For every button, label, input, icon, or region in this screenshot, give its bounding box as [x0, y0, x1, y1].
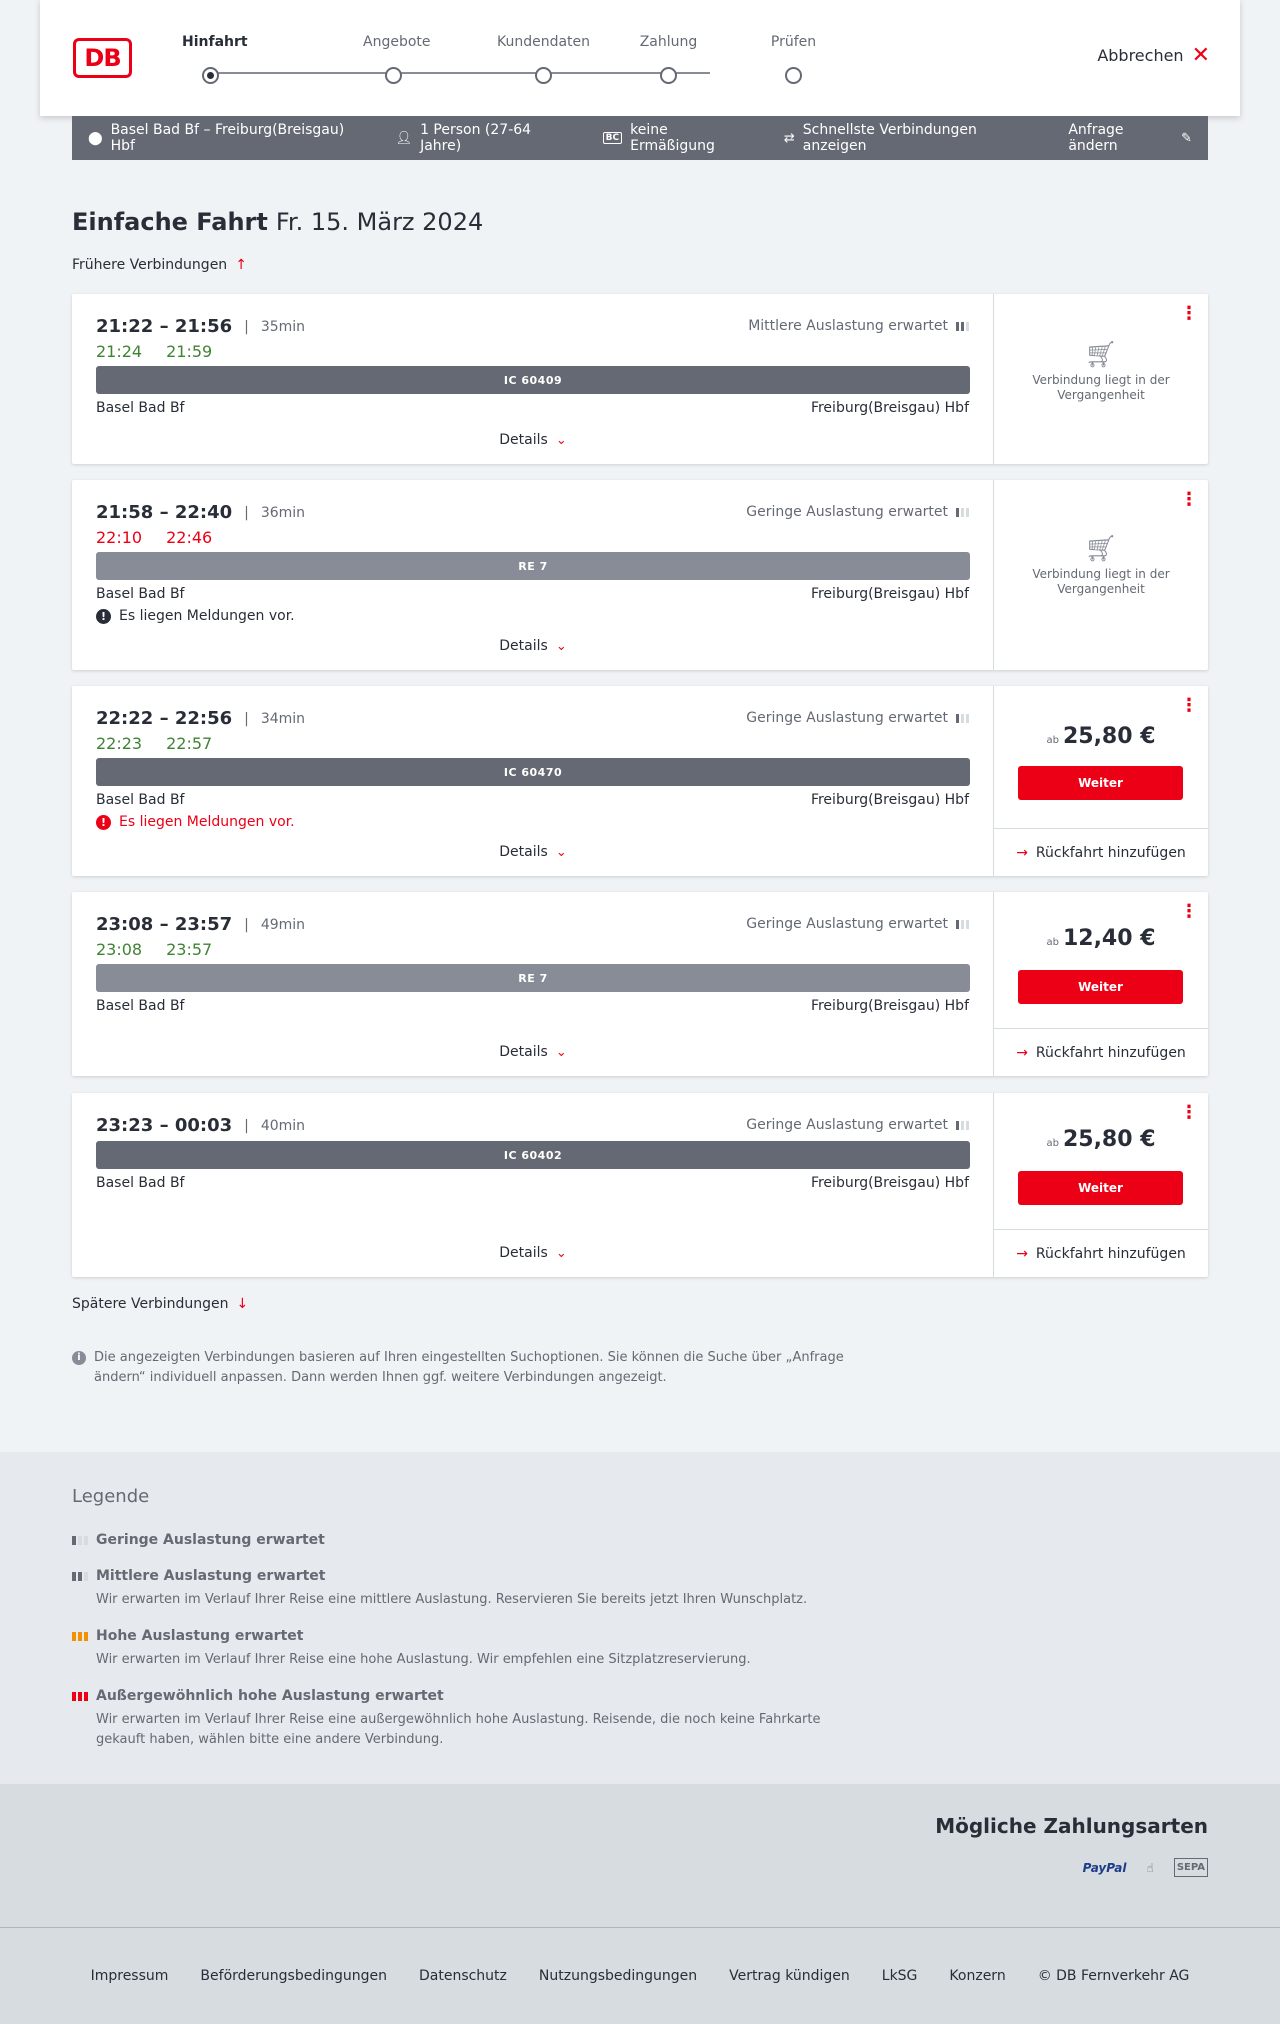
price-value: 25,80 € [1062, 724, 1156, 749]
continue-label: Weiter [1078, 980, 1123, 994]
arrow-up-icon: ↑ [235, 257, 247, 273]
train-number: IC 60402 [503, 1148, 563, 1162]
price-value: 12,40 € [1062, 926, 1156, 951]
continue-button[interactable] [1018, 970, 1183, 1004]
sepa-icon: SEPA [1174, 1858, 1208, 1877]
step-label: Zahlung [639, 34, 698, 50]
past-connection-notice [994, 534, 1208, 597]
earlier-connections-link[interactable] [72, 257, 247, 273]
planned-times: 23:08 – 23:57 [96, 914, 233, 935]
step-pruefen [731, 34, 856, 84]
disruption-message [96, 814, 295, 830]
details-toggle[interactable] [72, 1245, 994, 1261]
realtime-arrival: 22:57 [166, 734, 213, 753]
connection-card [72, 294, 1208, 464]
occupancy-icon [956, 1121, 969, 1130]
occupancy-indicator [746, 504, 969, 520]
footer-link-impressum[interactable]: Impressum [90, 1968, 169, 1984]
add-return-button[interactable] [994, 1028, 1208, 1076]
step-dot [660, 67, 677, 84]
earlier-label: Frühere Verbindungen [72, 257, 228, 273]
legend-item-title: Geringe Auslastung erwartet [96, 1532, 325, 1548]
schedule-times [96, 708, 305, 729]
connection-details-area [72, 1093, 994, 1277]
connection-details-area [72, 686, 994, 876]
more-options-icon[interactable]: ⋮ [1180, 901, 1198, 922]
arrival-station: Freiburg(Breisgau) Hbf [810, 400, 969, 416]
disruption-message [96, 608, 295, 624]
legend-item-title: Hohe Auslastung erwartet [96, 1628, 304, 1644]
train-bar [96, 552, 970, 580]
duration: 40min [260, 1117, 306, 1134]
later-label: Spätere Verbindungen [72, 1296, 229, 1312]
duration: 35min [260, 318, 306, 335]
step-kundendaten [481, 34, 606, 84]
page-title [72, 208, 483, 236]
step-angebote [363, 34, 431, 84]
occupancy-text: Geringe Auslastung erwartet [746, 916, 948, 932]
offer-area [994, 892, 1208, 1076]
departure-station: Basel Bad Bf [96, 586, 185, 602]
realtime-arrival: 23:57 [166, 940, 213, 959]
add-return-label: Rückfahrt hinzufügen [1035, 1245, 1186, 1262]
price [994, 926, 1208, 951]
step-label: Angebote [363, 34, 431, 50]
payment-methods-section [0, 1784, 1280, 1928]
step-label: Kundendaten [496, 34, 591, 50]
past-text: Verbindung liegt in der Vergangenheit [1032, 567, 1170, 596]
search-summary-bar [72, 116, 1208, 160]
details-toggle[interactable] [72, 1044, 994, 1060]
legend-title: Legende [72, 1486, 150, 1507]
train-bar [96, 758, 970, 786]
train-number: RE 7 [518, 559, 548, 573]
fastest-connections-toggle[interactable] [784, 122, 1036, 154]
card-payment-icon: ☝ [1146, 1860, 1154, 1875]
more-options-icon[interactable]: ⋮ [1180, 303, 1198, 324]
connection-card [72, 1093, 1208, 1277]
step-zahlung [606, 34, 731, 84]
realtime-times [96, 342, 212, 361]
pencil-icon: ✎ [1181, 130, 1192, 146]
train-number: RE 7 [518, 971, 548, 985]
search-options-note [72, 1348, 852, 1388]
footer-link-lksg[interactable]: LkSG [881, 1968, 918, 1984]
train-number: IC 60409 [503, 373, 563, 387]
departure-station: Basel Bad Bf [96, 792, 185, 808]
booking-progress [182, 0, 817, 116]
duration: 34min [260, 710, 306, 727]
alert-icon: ! [96, 815, 111, 830]
occupancy-icon [956, 714, 969, 723]
realtime-departure: 23:08 [96, 940, 143, 959]
arrival-station: Freiburg(Breisgau) Hbf [810, 586, 969, 602]
legend-item-description: Wir erwarten im Verlauf Ihrer Reise eine mittlere Auslastung. Reservieren Sie bereits jetzt Ihren Wunschplatz. [96, 1592, 808, 1607]
add-return-button[interactable] [994, 828, 1208, 876]
bahncard-icon: BC [603, 132, 622, 144]
details-label: Details [499, 1245, 548, 1261]
schedule-times [96, 502, 305, 523]
occupancy-icon [956, 322, 969, 331]
db-logo-text: DB [84, 44, 121, 72]
person-icon: 👤︎ [395, 130, 413, 146]
offer-area [994, 686, 1208, 876]
planned-times: 23:23 – 00:03 [96, 1115, 233, 1136]
divider: | [244, 1117, 249, 1134]
past-connection-notice [994, 340, 1208, 403]
arrival-station: Freiburg(Breisgau) Hbf [810, 998, 969, 1014]
occupancy-text: Mittlere Auslastung erwartet [748, 318, 948, 334]
change-request-label: Anfrage ändern [1068, 122, 1124, 154]
footer-link-konzern[interactable]: Konzern [949, 1968, 1006, 1984]
legend-item-title: Außergewöhnlich hohe Auslastung erwartet [96, 1688, 444, 1704]
paypal-icon: PayPal [1082, 1860, 1127, 1875]
occupancy-indicator [746, 916, 969, 932]
realtime-times [96, 940, 212, 959]
offer-area [994, 1093, 1208, 1277]
add-return-label: Rückfahrt hinzufügen [1035, 844, 1186, 861]
occupancy-indicator [746, 710, 969, 726]
step-dot [535, 67, 552, 84]
legend-item-description: Wir erwarten im Verlauf Ihrer Reise eine außergewöhnlich hohe Auslastung. Reisende, die noch keine Fahrkarte gekauft haben, wählen bitte eine andere Verbindung. [96, 1712, 821, 1747]
connection-details-area [72, 294, 994, 464]
details-label: Details [499, 638, 548, 654]
route-text: Basel Bad Bf – Freiburg(Breisgau) Hbf [110, 122, 345, 154]
step-dot [385, 67, 402, 84]
realtime-departure: 22:23 [96, 734, 143, 753]
fastest-text: Schnellste Verbindungen anzeigen [802, 122, 977, 154]
legend-item-description: Wir erwarten im Verlauf Ihrer Reise eine hohe Auslastung. Wir empfehlen eine Sitzplatzreservierung. [96, 1652, 751, 1667]
payment-title: Mögliche Zahlungsarten [935, 1814, 1208, 1838]
departure-station: Basel Bad Bf [96, 998, 185, 1014]
travel-date: Fr. 15. März 2024 [275, 208, 484, 236]
divider: | [244, 318, 249, 335]
occupancy-icon [956, 920, 969, 929]
add-return-button[interactable] [994, 1229, 1208, 1277]
occupancy-icon [956, 508, 969, 517]
realtime-departure: 22:10 [96, 528, 143, 547]
occupancy-indicator [748, 318, 969, 334]
occupancy-text: Geringe Auslastung erwartet [746, 1117, 948, 1133]
chevron-down-icon: ⌄ [555, 1246, 567, 1261]
connection-card [72, 892, 1208, 1076]
details-toggle[interactable] [72, 432, 994, 448]
train-bar [96, 964, 970, 992]
train-bar [96, 366, 970, 394]
occupancy-high-icon [72, 1632, 88, 1641]
discount-summary[interactable] [603, 122, 752, 154]
info-icon: i [72, 1351, 86, 1365]
footer [0, 1928, 1280, 2024]
footer-copyright[interactable]: © DB Fernverkehr AG [1037, 1968, 1190, 1984]
footer-link-vertrag-kuendigen[interactable]: Vertrag kündigen [729, 1968, 850, 1984]
db-logo[interactable] [73, 38, 132, 78]
alert-icon: ! [96, 609, 111, 624]
arrival-station: Freiburg(Breisgau) Hbf [810, 1175, 969, 1191]
train-number: IC 60470 [503, 765, 563, 779]
discount-text: keine Ermäßigung [630, 122, 715, 154]
legend-section [0, 1452, 1280, 1784]
connection-card [72, 480, 1208, 670]
schedule-times [96, 914, 305, 935]
legend-item-very-high [72, 1688, 872, 1750]
price-value: 25,80 € [1062, 1127, 1156, 1152]
legend-item-medium [72, 1568, 872, 1610]
step-label: Hinfahrt [182, 34, 248, 50]
note-text: Die angezeigten Verbindungen basieren auf Ihren eingestellten Suchoptionen. Sie können die Suche über „Anfrage ändern“ individuell anpassen. Dann werden Ihnen ggf. weitere Verbindungen angezeigt. [94, 1350, 844, 1385]
traveller-text: 1 Person (27-64 Jahre) [420, 122, 532, 154]
chevron-down-icon: ⌄ [555, 845, 567, 860]
cart-unavailable-icon: 🛒︎ [1084, 340, 1118, 370]
occupancy-text: Geringe Auslastung erwartet [746, 504, 948, 520]
footer-link-nutzungsbedingungen[interactable]: Nutzungsbedingungen [538, 1968, 698, 1984]
offer-area [994, 294, 1208, 464]
occupancy-indicator [746, 1117, 969, 1133]
occupancy-low-icon [72, 1536, 88, 1545]
message-text: Es liegen Meldungen vor. [119, 814, 295, 830]
legend-item-title: Mittlere Auslastung erwartet [96, 1568, 326, 1584]
price [994, 724, 1208, 749]
occupancy-medium-icon [72, 1572, 88, 1581]
chevron-down-icon: ⌄ [555, 1045, 567, 1060]
cancel-button[interactable] [1097, 42, 1210, 68]
arrow-right-icon: → [1016, 1044, 1028, 1061]
price-prefix: ab [1046, 735, 1059, 746]
top-header [40, 0, 1240, 116]
connection-details-area [72, 892, 994, 1076]
payment-icons [1083, 1858, 1208, 1877]
realtime-arrival: 21:59 [166, 342, 213, 361]
later-connections-link[interactable] [72, 1296, 248, 1312]
connection-card [72, 686, 1208, 876]
step-hinfahrt [182, 34, 248, 84]
close-icon: ✕ [1191, 42, 1210, 68]
connection-details-area [72, 480, 994, 670]
train-bar [96, 1141, 970, 1169]
footer-link-befoerderungsbedingungen[interactable]: Beförderungsbedingungen [200, 1968, 387, 1984]
legend-item-high [72, 1628, 872, 1670]
continue-label: Weiter [1078, 776, 1123, 790]
realtime-arrival: 22:46 [166, 528, 213, 547]
details-toggle[interactable] [72, 638, 994, 654]
occupancy-text: Geringe Auslastung erwartet [746, 710, 948, 726]
more-options-icon[interactable]: ⋮ [1180, 695, 1198, 716]
offer-area [994, 480, 1208, 670]
duration: 36min [260, 504, 306, 521]
price-prefix: ab [1046, 937, 1059, 948]
cart-unavailable-icon: 🛒︎ [1084, 534, 1118, 564]
footer-link-datenschutz[interactable]: Datenschutz [418, 1968, 507, 1984]
price-prefix: ab [1046, 1138, 1059, 1149]
realtime-departure: 21:24 [96, 342, 143, 361]
continue-label: Weiter [1078, 1181, 1123, 1195]
realtime-times [96, 734, 212, 753]
continue-button[interactable] [1018, 1171, 1183, 1205]
cancel-label: Abbrechen [1097, 46, 1184, 65]
past-text: Verbindung liegt in der Vergangenheit [1032, 373, 1170, 402]
location-pin-icon: ⬤ [88, 130, 103, 146]
realtime-times [96, 528, 212, 547]
details-label: Details [499, 1044, 548, 1060]
details-label: Details [499, 844, 548, 860]
step-dot-current [202, 67, 219, 84]
route-summary[interactable] [88, 122, 364, 154]
step-label: Prüfen [770, 34, 817, 50]
schedule-times [96, 1115, 305, 1136]
planned-times: 21:58 – 22:40 [96, 502, 233, 523]
add-return-label: Rückfahrt hinzufügen [1035, 1044, 1186, 1061]
arrival-station: Freiburg(Breisgau) Hbf [810, 792, 969, 808]
traveller-summary[interactable] [396, 122, 571, 154]
more-options-icon[interactable]: ⋮ [1180, 489, 1198, 510]
departure-station: Basel Bad Bf [96, 1175, 185, 1191]
trip-type: Einfache Fahrt [72, 208, 268, 236]
divider: | [244, 504, 249, 521]
planned-times: 22:22 – 22:56 [96, 708, 233, 729]
message-text: Es liegen Meldungen vor. [119, 608, 295, 624]
details-label: Details [499, 432, 548, 448]
arrow-down-icon: ↓ [236, 1296, 249, 1312]
divider: | [244, 710, 249, 727]
schedule-times [96, 316, 305, 337]
arrow-right-icon: → [1016, 1245, 1028, 1262]
step-dot [785, 67, 802, 84]
chevron-down-icon: ⌄ [555, 639, 567, 654]
legend-item-low [72, 1532, 872, 1548]
more-options-icon[interactable]: ⋮ [1180, 1102, 1198, 1123]
divider: | [244, 916, 249, 933]
departure-station: Basel Bad Bf [96, 400, 185, 416]
change-request-button[interactable] [1068, 122, 1192, 154]
details-toggle[interactable] [72, 844, 994, 860]
continue-button[interactable] [1018, 766, 1183, 800]
duration: 49min [260, 916, 306, 933]
arrow-right-icon: → [1016, 844, 1028, 861]
price [994, 1127, 1208, 1152]
planned-times: 21:22 – 21:56 [96, 316, 233, 337]
chevron-down-icon: ⌄ [555, 433, 567, 448]
swap-arrows-icon: ⇄ [783, 130, 795, 146]
occupancy-very-high-icon [72, 1692, 88, 1701]
